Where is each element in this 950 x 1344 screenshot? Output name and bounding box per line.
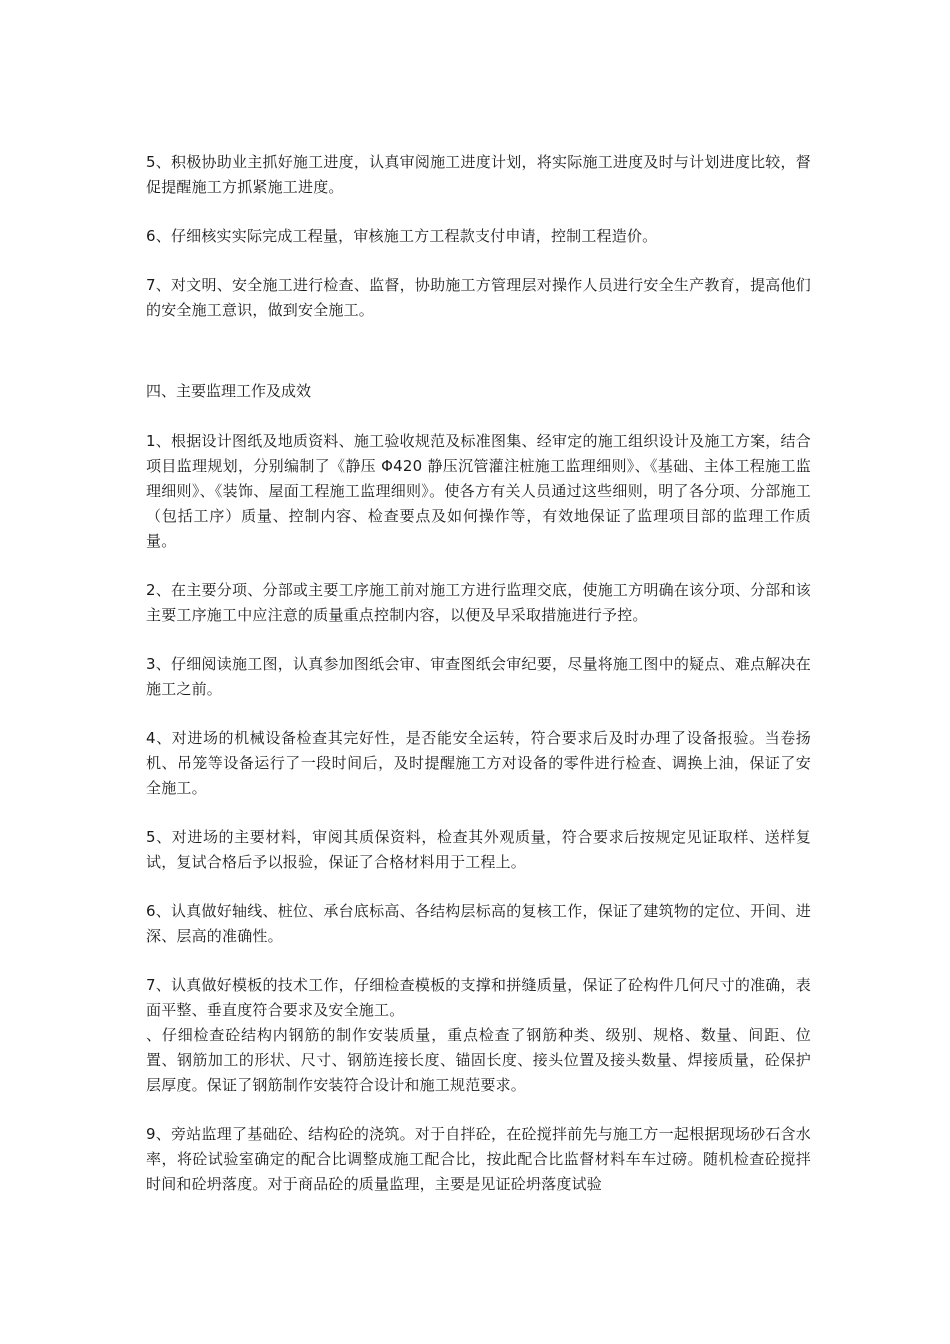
paragraph-cost-control: 6、仔细核实实际完成工程量，审核施工方工程款支付申请，控制工程造价。 bbox=[146, 227, 658, 245]
paragraph-supervision-briefing: 2、在主要分项、分部或主要工序施工前对施工方进行监理交底，使施工方明确在该分项、分部和该主要工序施工中应注意的质量重点控制内容，以便及早采取措施进行予控。 bbox=[146, 581, 811, 624]
section-heading-main-work: 四、主要监理工作及成效 bbox=[146, 382, 312, 400]
paragraph-material-check: 5、对进场的主要材料，审阅其质保资料，检查其外观质量，符合要求后按规定见证取样、送样复试，复试合格后予以报验，保证了合格材料用于工程上。 bbox=[146, 828, 811, 871]
paragraph-safety-inspection: 7、对文明、安全施工进行检查、监督，协助施工方管理层对操作人员进行安全生产教育，提高他们的安全施工意识，做到安全施工。 bbox=[146, 276, 811, 319]
document-page bbox=[146, 150, 811, 1221]
paragraph-supervision-rules: 1、根据设计图纸及地质资料、施工验收规范及标准图集、经审定的施工组织设计及施工方案，结合项目监理规划，分别编制了《静压 Φ420 静压沉管灌注桩施工监理细则》、《基础、主体工程施工监理细则》、《装饰、屋面工程施工监理细则》。使各方有关人员通过这些细则，明了各分项、分部施工（包括工序）质量、控制内容、检查要点及如何操作等，有效地保证了监理项目部的监理工作质量。 bbox=[146, 432, 811, 550]
paragraph-axis-review: 6、认真做好轴线、桩位、承台底标高、各结构层标高的复核工作，保证了建筑物的定位、开间、进深、层高的准确性。 bbox=[146, 902, 811, 945]
paragraph-equipment-check: 4、对进场的机械设备检查其完好性，是否能安全运转，符合要求后及时办理了设备报验。当卷扬机、吊笼等设备运行了一段时间后，及时提醒施工方对设备的零件进行检查、调换上油，保证了安全施工。 bbox=[146, 729, 811, 797]
paragraph-rebar-check: 、仔细检查砼结构内钢筋的制作安装质量，重点检查了钢筋种类、级别、规格、数量、间距、位置、钢筋加工的形状、尺寸、钢筋连接长度、锚固长度、接头位置及接头数量、焊接质量，砼保护层厚度。保证了钢筋制作安装符合设计和施工规范要求。 bbox=[146, 1026, 811, 1094]
paragraph-concrete-supervision: 9、旁站监理了基础砼、结构砼的浇筑。对于自拌砼，在砼搅拌前先与施工方一起根据现场砂石含水率，将砼试验室确定的配合比调整成施工配合比，按此配合比监督材料车车过磅。随机检查砼搅拌时间和砼坍落度。对于商品砼的质量监理，主要是见证砼坍落度试验 bbox=[146, 1125, 811, 1193]
paragraph-drawing-review: 3、仔细阅读施工图，认真参加图纸会审、审查图纸会审纪要，尽量将施工图中的疑点、难点解决在施工之前。 bbox=[146, 655, 811, 698]
paragraph-formwork-check: 7、认真做好模板的技术工作，仔细检查模板的支撑和拼缝质量，保证了砼构件几何尺寸的准确，表面平整、垂直度符合要求及安全施工。 bbox=[146, 976, 811, 1019]
paragraph-progress-control: 5、积极协助业主抓好施工进度，认真审阅施工进度计划，将实际施工进度及时与计划进度比较，督促提醒施工方抓紧施工进度。 bbox=[146, 153, 811, 196]
